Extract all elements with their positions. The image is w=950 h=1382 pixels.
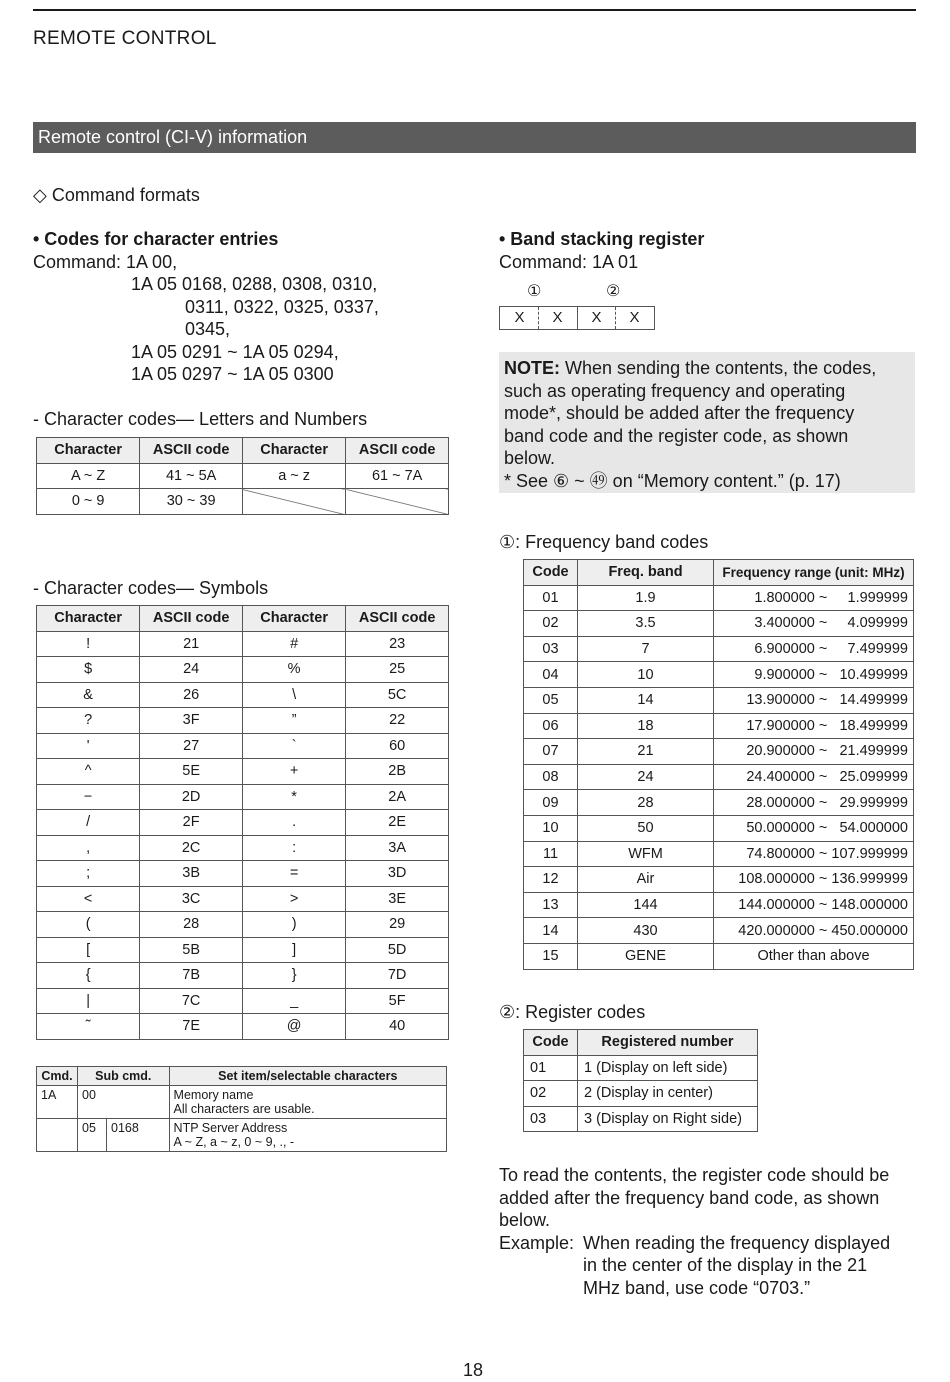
symbols-table (36, 605, 449, 1040)
band-stacking-boxes (499, 306, 655, 330)
codes-command-line: Command: 1A 00, (33, 252, 178, 272)
table-cell: % (242, 657, 345, 683)
table-row (524, 815, 914, 841)
table-cell: ? (37, 708, 140, 734)
table-cell: 430 (578, 918, 714, 944)
table-cell: ( (37, 912, 140, 938)
page-number: 18 (463, 1360, 484, 1380)
table-cell: * (242, 784, 345, 810)
note-line: band code and the register code, as shown (504, 425, 849, 446)
table-cell: A ~ Z (37, 463, 140, 489)
table-cell: 3A (346, 835, 449, 861)
table-row (524, 713, 914, 739)
table-cell: 7 (578, 636, 714, 662)
table-cell: 5F (346, 988, 449, 1014)
symbols-table-title: - Character codes— Symbols (33, 578, 269, 598)
note-line (504, 357, 910, 380)
table-cell: 3.400000 ~ 4.099999 (714, 611, 914, 637)
table-cell: 1A (37, 1086, 78, 1119)
letters-table-title: - Character codes— Letters and Numbers (33, 409, 368, 429)
read-text-line: below. (499, 1210, 551, 1230)
table-row (524, 892, 914, 918)
table-cell: 11 (524, 841, 578, 867)
table-row (524, 585, 914, 611)
read-text-line: added after the frequency band code, as shown (499, 1188, 880, 1208)
table-row (37, 861, 449, 887)
table-row (37, 708, 449, 734)
table-cell: 3D (346, 861, 449, 887)
table-row (37, 963, 449, 989)
table-row (524, 867, 914, 893)
table-cell: 3.5 (578, 611, 714, 637)
letters-numbers-table (36, 437, 449, 515)
table-cell: 5B (140, 937, 243, 963)
table-cell: ' (37, 733, 140, 759)
table-cell: 17.900000 ~ 18.499999 (714, 713, 914, 739)
cell-line: All characters are usable. (173, 1102, 315, 1116)
table-cell: 0 ~ 9 (37, 489, 140, 515)
table-row (37, 1119, 447, 1152)
table-cell: ˜ (37, 1014, 140, 1040)
column-header: Frequency range (unit: MHz) (714, 560, 914, 586)
column-header: ASCII code (346, 606, 449, 632)
column-header: Character (242, 438, 345, 464)
cell-line: A ~ Z, a ~ z, 0 ~ 9, ., - (173, 1135, 295, 1149)
table-cell: 23 (346, 631, 449, 657)
table-cell: 12 (524, 867, 578, 893)
marker-2: ② (606, 283, 621, 300)
column-header: Character (242, 606, 345, 632)
table-cell: 10 (578, 662, 714, 688)
table-cell: 2A (346, 784, 449, 810)
table-cell: 03 (524, 636, 578, 662)
example-label: Example: (499, 1233, 575, 1253)
table-cell: 2E (346, 810, 449, 836)
table-row (524, 943, 914, 969)
table-cell: 30 ~ 39 (140, 489, 243, 515)
table-cell: 0168 (107, 1119, 170, 1152)
table-cell: [ (37, 937, 140, 963)
table-cell: $ (37, 657, 140, 683)
table-cell: 420.000000 ~ 450.000000 (714, 918, 914, 944)
note-text: When sending the contents, the codes, (560, 358, 877, 378)
table-cell: a ~ z (242, 463, 345, 489)
table-row (37, 937, 449, 963)
table-row (524, 739, 914, 765)
marker-1: ① (527, 283, 542, 300)
freq-table-title: ①: Frequency band codes (499, 532, 709, 552)
table-row (524, 1081, 758, 1107)
table-cell: _ (242, 988, 345, 1014)
column-header: Set item/selectable characters (169, 1067, 446, 1086)
example-line: When reading the frequency displayed (583, 1233, 891, 1253)
note-label: NOTE: (504, 358, 560, 378)
table-row (37, 835, 449, 861)
table-cell: − (37, 784, 140, 810)
table-cell: 144 (578, 892, 714, 918)
table-cell: 2B (346, 759, 449, 785)
read-text-line: To read the contents, the register code should be (499, 1165, 890, 1185)
table-cell: 50 (578, 815, 714, 841)
table-row (37, 631, 449, 657)
x-cell: X (629, 309, 640, 326)
codes-command-line: 1A 05 0291 ~ 1A 05 0294, (131, 342, 339, 362)
table-cell: 00 (78, 1086, 170, 1119)
empty-cell (346, 489, 449, 515)
header-rule (33, 9, 916, 11)
table-cell: 108.000000 ~ 136.999999 (714, 867, 914, 893)
table-cell: ` (242, 733, 345, 759)
table-cell: # (242, 631, 345, 657)
column-header: Character (37, 606, 140, 632)
cell-line: Memory name (173, 1088, 254, 1102)
codes-command-line: 1A 05 0168, 0288, 0308, 0310, (131, 274, 378, 294)
table-cell: 29 (346, 912, 449, 938)
table-cell: > (242, 886, 345, 912)
table-cell: 14 (524, 918, 578, 944)
table-cell: 2F (140, 810, 243, 836)
example-line: in the center of the display in the 21 (583, 1255, 868, 1275)
table-cell: 05 (524, 687, 578, 713)
table-cell: : (242, 835, 345, 861)
table-cell: ] (242, 937, 345, 963)
table-cell: ^ (37, 759, 140, 785)
codes-command-line: 0345, (185, 319, 231, 339)
table-cell: 5C (346, 682, 449, 708)
table-row (524, 918, 914, 944)
table-row (37, 759, 449, 785)
table-cell: 05 (78, 1119, 107, 1152)
table-row (524, 1055, 758, 1081)
table-cell (37, 1119, 78, 1152)
table-row (524, 636, 914, 662)
table-cell: . (242, 810, 345, 836)
table-cell: ; (37, 861, 140, 887)
codes-command-line: 1A 05 0297 ~ 1A 05 0300 (131, 364, 334, 384)
table-cell: 24 (140, 657, 243, 683)
table-cell: 40 (346, 1014, 449, 1040)
empty-cell (242, 489, 345, 515)
table-cell: < (37, 886, 140, 912)
table-cell: 7E (140, 1014, 243, 1040)
table-cell: | (37, 988, 140, 1014)
column-header: ASCII code (140, 606, 243, 632)
column-header: Cmd. (37, 1067, 78, 1086)
table-row (37, 784, 449, 810)
table-row (37, 1086, 447, 1119)
band-stacking-command: Command: 1A 01 (499, 252, 639, 272)
section-banner: Remote control (CI-V) information (33, 122, 916, 153)
table-cell (169, 1086, 446, 1119)
table-cell: 09 (524, 790, 578, 816)
column-header: Freq. band (578, 560, 714, 586)
table-row (37, 657, 449, 683)
table-cell: 3B (140, 861, 243, 887)
note-box (499, 352, 915, 493)
table-cell: 21 (578, 739, 714, 765)
table-cell: 7D (346, 963, 449, 989)
table-cell: 3 (Display on Right side) (578, 1106, 758, 1132)
page-header: REMOTE CONTROL (33, 28, 217, 49)
table-row (524, 1106, 758, 1132)
table-cell: / (37, 810, 140, 836)
column-header: Sub cmd. (78, 1067, 170, 1086)
table-row (524, 790, 914, 816)
table-cell: 9.900000 ~ 10.499999 (714, 662, 914, 688)
table-cell: 04 (524, 662, 578, 688)
cell-line: NTP Server Address (173, 1121, 288, 1135)
table-row (37, 988, 449, 1014)
command-table (36, 1066, 447, 1152)
table-cell: 10 (524, 815, 578, 841)
table-cell: 7C (140, 988, 243, 1014)
table-cell: @ (242, 1014, 345, 1040)
table-cell: 21 (140, 631, 243, 657)
table-row (524, 764, 914, 790)
table-cell: ) (242, 912, 345, 938)
note-line: below. (504, 448, 556, 468)
table-cell (169, 1119, 446, 1152)
note-line: mode*, should be added after the frequency (504, 403, 855, 423)
table-cell: 24 (578, 764, 714, 790)
table-cell: 2 (Display in center) (578, 1081, 758, 1107)
table-cell: & (37, 682, 140, 708)
example-line: MHz band, use code “0703.” (583, 1278, 811, 1298)
table-cell: 08 (524, 764, 578, 790)
table-cell: 03 (524, 1106, 578, 1132)
table-cell: 7B (140, 963, 243, 989)
table-cell: 13.900000 ~ 14.499999 (714, 687, 914, 713)
table-row (37, 733, 449, 759)
table-cell: { (37, 963, 140, 989)
table-cell: 6.900000 ~ 7.499999 (714, 636, 914, 662)
table-row (37, 463, 449, 489)
codes-entries-title: • Codes for character entries (33, 229, 279, 249)
table-row (37, 682, 449, 708)
column-header: ASCII code (140, 438, 243, 464)
table-cell: 14 (578, 687, 714, 713)
reg-table-title: ②: Register codes (499, 1002, 646, 1022)
column-header: Code (524, 1030, 578, 1056)
column-header: ASCII code (346, 438, 449, 464)
table-cell: 2D (140, 784, 243, 810)
table-cell: 3C (140, 886, 243, 912)
frequency-band-table (523, 559, 914, 970)
table-cell: 06 (524, 713, 578, 739)
table-cell: 28 (140, 912, 243, 938)
table-cell: WFM (578, 841, 714, 867)
column-header: Code (524, 560, 578, 586)
table-cell: 02 (524, 611, 578, 637)
table-cell: 1 (Display on left side) (578, 1055, 758, 1081)
table-cell: 28 (578, 790, 714, 816)
note-line: such as operating frequency and operating (504, 380, 846, 401)
table-cell: \ (242, 682, 345, 708)
table-cell: 24.400000 ~ 25.099999 (714, 764, 914, 790)
table-row (524, 662, 914, 688)
table-cell: + (242, 759, 345, 785)
table-row (37, 489, 449, 515)
table-cell: Air (578, 867, 714, 893)
table-cell: 60 (346, 733, 449, 759)
column-header: Registered number (578, 1030, 758, 1056)
table-row (524, 687, 914, 713)
column-header: Character (37, 438, 140, 464)
table-row (37, 886, 449, 912)
register-code-table (523, 1029, 758, 1132)
table-cell: 20.900000 ~ 21.499999 (714, 739, 914, 765)
table-cell: , (37, 835, 140, 861)
table-cell: 3E (346, 886, 449, 912)
table-cell: 1.9 (578, 585, 714, 611)
command-formats-heading: ◇ Command formats (33, 185, 200, 205)
table-cell: GENE (578, 943, 714, 969)
codes-command-line: 0311, 0322, 0325, 0337, (185, 297, 379, 317)
x-cell: X (552, 309, 563, 326)
table-cell: 13 (524, 892, 578, 918)
table-cell: 61 ~ 7A (346, 463, 449, 489)
table-cell: 18 (578, 713, 714, 739)
table-cell: 15 (524, 943, 578, 969)
table-cell: 50.000000 ~ 54.000000 (714, 815, 914, 841)
table-cell: ! (37, 631, 140, 657)
table-cell: 27 (140, 733, 243, 759)
table-row (524, 841, 914, 867)
table-row (37, 1014, 449, 1040)
table-cell: } (242, 963, 345, 989)
x-cell: X (591, 309, 602, 326)
table-cell: 22 (346, 708, 449, 734)
table-cell: = (242, 861, 345, 887)
table-cell: 41 ~ 5A (140, 463, 243, 489)
table-cell: 25 (346, 657, 449, 683)
table-cell: ” (242, 708, 345, 734)
x-cell: X (514, 309, 525, 326)
note-line: * See ⑥ ~ ㊾ on “Memory content.” (p. 17) (504, 470, 841, 491)
table-cell: 01 (524, 585, 578, 611)
table-cell: 5D (346, 937, 449, 963)
table-cell: 01 (524, 1055, 578, 1081)
table-cell: 5E (140, 759, 243, 785)
table-row (37, 912, 449, 938)
table-cell: 144.000000 ~ 148.000000 (714, 892, 914, 918)
table-cell: 2C (140, 835, 243, 861)
table-cell: Other than above (714, 943, 914, 969)
table-cell: 26 (140, 682, 243, 708)
band-stacking-title: • Band stacking register (499, 229, 705, 249)
table-cell: 02 (524, 1081, 578, 1107)
table-cell: 28.000000 ~ 29.999999 (714, 790, 914, 816)
table-cell: 3F (140, 708, 243, 734)
table-cell: 74.800000 ~ 107.999999 (714, 841, 914, 867)
table-cell: 1.800000 ~ 1.999999 (714, 585, 914, 611)
table-cell: 07 (524, 739, 578, 765)
table-row (37, 810, 449, 836)
table-row (524, 611, 914, 637)
